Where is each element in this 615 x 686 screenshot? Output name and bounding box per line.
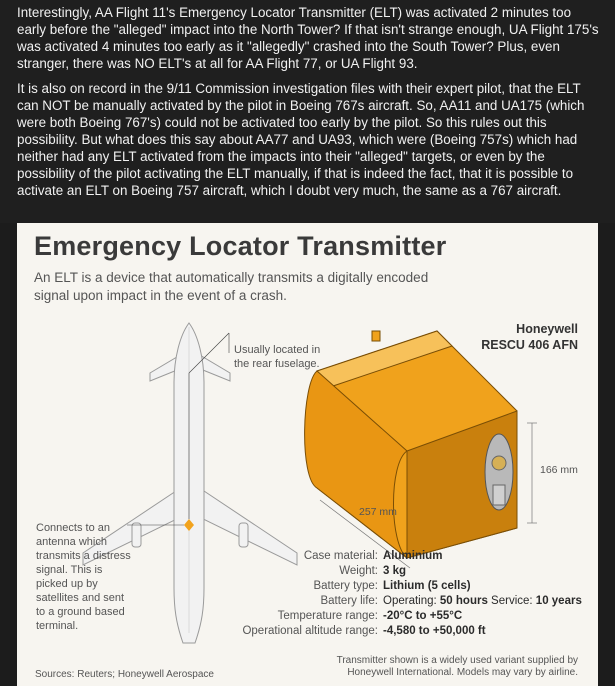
elt-infographic [17, 223, 598, 686]
spec-key: Operational altitude range: [242, 625, 378, 637]
footnote: Transmitter shown is a widely used variant supplied by Honeywell International. Models may vary by airline. [336, 655, 578, 678]
service-label: Service: [491, 595, 533, 607]
spec-value: Lithium (5 cells) [383, 580, 471, 592]
post-paragraph-1: Interestingly, AA Flight 11's Emergency Locator Transmitter (ELT) was activated 2 minutes too early before the "alleged" impact into the North Tower? If that isn't strange enough, UA Flight 175's was activated 4 minutes too early as it "allegedly" crashed into the South Tower? Plus, even stranger, there was NO ELT's at all for AA Flight 77, or UA Flight 93. [17, 5, 599, 71]
spec-table [232, 549, 582, 639]
spec-value: Aluminium [383, 550, 443, 562]
infographic-subtitle: An ELT is a device that automatically transmits a digitally encoded signal upon impact in the event of a crash. [34, 270, 429, 303]
spec-key: Weight: [339, 565, 378, 577]
spec-key: Temperature range: [277, 610, 378, 622]
sources: Sources: Reuters; Honeywell Aerospace [35, 669, 214, 680]
spec-value: -4,580 to +50,000 ft [383, 625, 486, 637]
spec-value: -20°C to +55°C [383, 610, 463, 622]
brand-label [481, 321, 578, 353]
infographic-title: Emergency Locator Transmitter [34, 231, 447, 261]
service-value: 10 years [535, 595, 582, 607]
spec-value: 3 kg [383, 565, 407, 577]
note-rear-fuselage: Usually located in the rear fuselage. [234, 344, 321, 370]
spec-key: Case material: [303, 550, 378, 562]
dimension-width: 257 mm [359, 506, 397, 518]
model-name: RESCU 406 AFN [481, 338, 578, 352]
operating-value: 50 hours [439, 595, 488, 607]
spec-row [232, 564, 582, 579]
spec-row [232, 579, 582, 594]
spec-row [232, 549, 582, 564]
post-paragraph-2: It is also on record in the 9/11 Commission investigation files with their expert pilot, that the ELT can NOT be manually activated by the pilot in Boeing 767s aircraft. So, AA11 and UA175 (which were both Boeing 767's) could not be activated too early by the pilot. So this rules out this possibility. But what does this say about AA77 and UA93, which were (Boeing 757s) which had neither had any ELT activated from the impacts into their "alleged" targets, or even by the possibility of the pilot activating the ELT manually, if that is indeed the fact, that it is possible to activate an ELT on Boeing 757 aircraft, which I doubt very much, the same as a 767 aircraft. [17, 81, 585, 198]
dimension-height: 166 mm [540, 464, 578, 476]
note-antenna: Connects to an antenna which transmits a distress signal. This is picked up by satellites and sent to a ground based terminal. [36, 522, 131, 632]
post-text [0, 0, 615, 223]
spec-key: Battery life: [320, 595, 378, 607]
spec-key: Battery type: [313, 580, 378, 592]
spec-row-battery-life [232, 594, 582, 609]
operating-label: Operating: [383, 595, 437, 607]
spec-value [383, 594, 582, 609]
spec-row [232, 624, 582, 639]
spec-row [232, 609, 582, 624]
brand-name: Honeywell [516, 322, 578, 336]
elt-device-icon [305, 331, 517, 558]
